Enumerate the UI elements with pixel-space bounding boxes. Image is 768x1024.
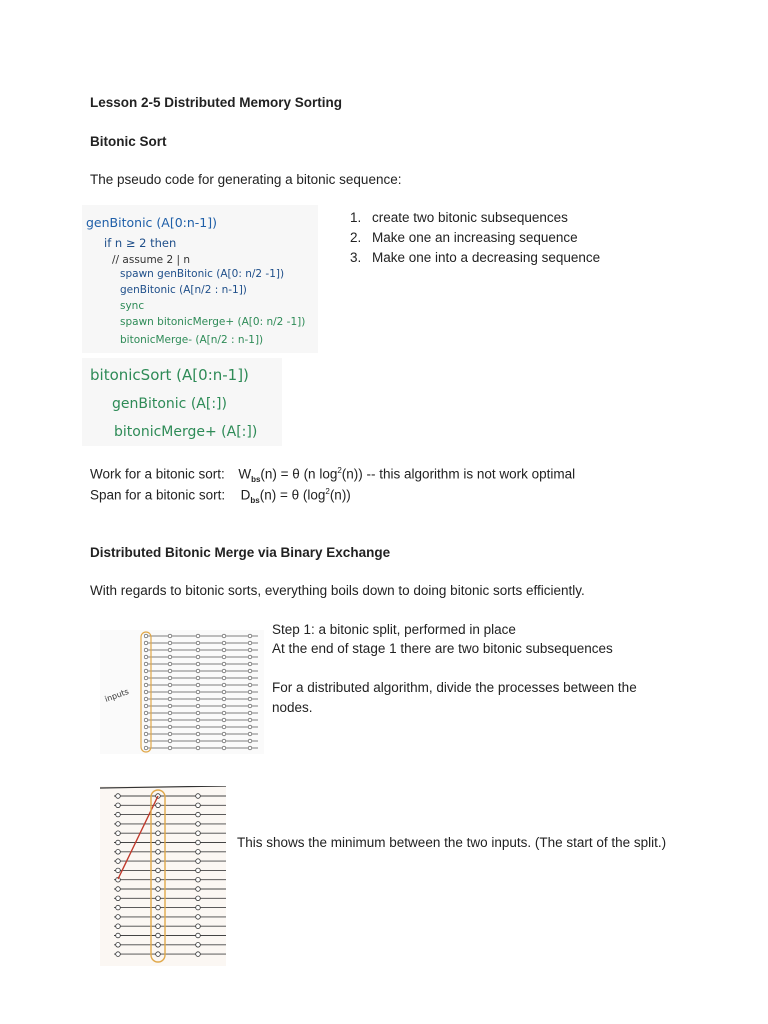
node-circle	[156, 850, 161, 855]
node-circle	[196, 725, 200, 729]
step1-line1: Step 1: a bitonic split, performed in place	[272, 622, 516, 637]
node-circle	[196, 669, 200, 673]
node-circle	[144, 690, 148, 694]
node-circle	[116, 812, 121, 817]
work-subscript: bs	[251, 475, 261, 485]
network-diagram-1	[100, 630, 264, 754]
node-circle	[144, 655, 148, 659]
node-circle	[144, 669, 148, 673]
pseudo-line-6: sync	[120, 300, 145, 312]
node-circle	[168, 669, 172, 673]
node-circle	[116, 803, 121, 808]
node-circle	[144, 711, 148, 715]
span-formula: (n) = θ (log	[259, 487, 326, 503]
bitonic-network-figure-1	[100, 630, 264, 754]
node-circle	[116, 822, 121, 827]
node-circle	[156, 915, 161, 920]
node-circle	[144, 746, 148, 750]
node-circle	[222, 711, 226, 715]
node-circle	[196, 641, 200, 645]
step-number: 1.	[350, 210, 362, 225]
node-circle	[196, 634, 200, 638]
node-circle	[196, 831, 201, 836]
node-circle	[248, 683, 252, 687]
section-title-binary-exchange: Distributed Bitonic Merge via Binary Exchange	[90, 545, 391, 560]
node-circle	[248, 718, 252, 722]
node-circle	[196, 812, 201, 817]
node-circle	[248, 648, 252, 652]
node-circle	[196, 662, 200, 666]
node-circle	[248, 690, 252, 694]
work-note: (n)) -- this algorithm is not work optimal	[341, 466, 576, 482]
node-circle	[222, 655, 226, 659]
node-circle	[196, 690, 200, 694]
node-circle	[156, 933, 161, 938]
node-circle	[196, 683, 200, 687]
node-circle	[144, 662, 148, 666]
node-circle	[196, 859, 201, 864]
node-circle	[196, 896, 201, 901]
node-circle	[196, 822, 201, 827]
node-circle	[196, 868, 201, 873]
sort-line-3: bitonicMerge+ (A[:])	[114, 424, 258, 440]
work-label: Work for a bitonic sort:	[90, 466, 225, 482]
list-item	[350, 248, 600, 268]
node-circle	[116, 794, 121, 799]
node-circle	[168, 662, 172, 666]
node-circle	[222, 648, 226, 652]
node-circle	[144, 648, 148, 652]
node-circle	[196, 933, 201, 938]
work-superscript: 2	[337, 466, 342, 475]
intro-text: The pseudo code for generating a bitonic sequence:	[90, 172, 402, 187]
node-circle	[116, 943, 121, 948]
span-label: Span for a bitonic sort:	[90, 487, 226, 503]
node-circle	[156, 803, 161, 808]
bitonic-sort-svg	[82, 358, 282, 446]
pseudo-line-4: spawn genBitonic (A[0: n/2 -1])	[120, 268, 285, 280]
span-superscript: 2	[325, 487, 330, 496]
step-text: Make one an increasing sequence	[372, 230, 578, 245]
node-circle	[116, 887, 121, 892]
node-circle	[144, 739, 148, 743]
work-symbol: W	[238, 466, 252, 482]
pseudo-line-1: genBitonic (A[0:n-1])	[86, 215, 217, 230]
node-circle	[222, 641, 226, 645]
pseudocode-svg	[82, 205, 318, 353]
span-symbol: D	[240, 487, 251, 503]
step-text: create two bitonic subsequences	[372, 210, 568, 225]
node-circle	[156, 822, 161, 827]
node-circle	[116, 905, 121, 910]
node-circle	[248, 669, 252, 673]
node-circle	[222, 718, 226, 722]
section-title-bitonic-sort: Bitonic Sort	[90, 134, 167, 149]
node-circle	[168, 732, 172, 736]
node-circle	[156, 859, 161, 864]
node-circle	[156, 887, 161, 892]
node-circle	[168, 718, 172, 722]
node-circle	[196, 697, 200, 701]
node-circle	[222, 683, 226, 687]
node-circle	[248, 725, 252, 729]
node-circle	[116, 933, 121, 938]
steps-list	[350, 208, 600, 268]
node-circle	[144, 697, 148, 701]
node-circle	[144, 732, 148, 736]
node-circle	[116, 859, 121, 864]
node-circle	[196, 952, 201, 957]
node-circle	[144, 725, 148, 729]
node-circle	[248, 704, 252, 708]
node-circle	[168, 676, 172, 680]
node-circle	[196, 732, 200, 736]
node-circle	[156, 905, 161, 910]
pseudo-line-5: genBitonic (A[n/2 : n-1])	[120, 284, 247, 296]
work-formula: (n) = θ (n log	[260, 466, 338, 482]
node-circle	[248, 732, 252, 736]
node-circle	[168, 704, 172, 708]
node-circle	[196, 655, 200, 659]
node-circle	[196, 648, 200, 652]
node-circle	[248, 697, 252, 701]
node-circle	[248, 641, 252, 645]
node-circle	[144, 683, 148, 687]
bitonic-network-figure-2	[100, 786, 226, 966]
node-circle	[156, 896, 161, 901]
node-circle	[222, 669, 226, 673]
node-circle	[156, 831, 161, 836]
node-circle	[168, 634, 172, 638]
node-circle	[196, 877, 201, 882]
node-circle	[196, 850, 201, 855]
node-circle	[222, 634, 226, 638]
node-circle	[156, 812, 161, 817]
step1-line3: For a distributed algorithm, divide the processes between the	[272, 680, 637, 695]
node-circle	[168, 711, 172, 715]
step1-line2: At the end of stage 1 there are two bitonic subsequences	[272, 641, 613, 656]
node-circle	[222, 662, 226, 666]
sort-line-1: bitonicSort (A[0:n-1])	[90, 366, 249, 384]
node-circle	[144, 676, 148, 680]
span-end: (n))	[329, 487, 351, 503]
node-circle	[222, 746, 226, 750]
node-circle	[116, 831, 121, 836]
node-circle	[196, 794, 201, 799]
node-circle	[248, 711, 252, 715]
node-circle	[168, 648, 172, 652]
node-circle	[144, 641, 148, 645]
node-circle	[196, 676, 200, 680]
pseudo-line-7: spawn bitonicMerge+ (A[0: n/2 -1])	[120, 316, 306, 328]
node-circle	[168, 746, 172, 750]
node-circle	[196, 739, 200, 743]
node-circle	[248, 655, 252, 659]
list-item	[350, 228, 600, 248]
node-circle	[196, 718, 200, 722]
node-circle	[116, 850, 121, 855]
node-circle	[168, 697, 172, 701]
figure2-caption: This shows the minimum between the two inputs. (The start of the split.)	[237, 835, 667, 850]
section2-intro: With regards to bitonic sorts, everything boils down to doing bitonic sorts efficiently.	[90, 583, 585, 598]
node-circle	[248, 662, 252, 666]
node-circle	[248, 634, 252, 638]
node-circle	[196, 704, 200, 708]
node-circle	[144, 634, 148, 638]
node-circle	[156, 877, 161, 882]
node-circle	[222, 676, 226, 680]
node-circle	[196, 924, 201, 929]
node-circle	[168, 739, 172, 743]
node-circle	[156, 952, 161, 957]
node-circle	[222, 690, 226, 694]
pseudocode-image	[82, 205, 318, 353]
top-line	[100, 786, 226, 788]
node-circle	[168, 655, 172, 659]
sort-line-2: genBitonic (A[:])	[112, 396, 227, 412]
node-circle	[222, 704, 226, 708]
pseudo-line-3: // assume 2 | n	[112, 254, 191, 266]
node-circle	[116, 924, 121, 929]
node-circle	[156, 840, 161, 845]
step-text: Make one into a decreasing sequence	[372, 250, 601, 265]
span-line	[90, 482, 351, 511]
node-circle	[116, 868, 121, 873]
node-circle	[196, 905, 201, 910]
bitonic-sort-pseudocode-image	[82, 358, 282, 446]
lesson-title: Lesson 2-5 Distributed Memory Sorting	[90, 95, 343, 110]
node-circle	[196, 915, 201, 920]
list-item	[350, 208, 600, 228]
node-circle	[144, 718, 148, 722]
node-circle	[196, 840, 201, 845]
node-circle	[144, 704, 148, 708]
step-number: 3.	[350, 250, 362, 265]
node-circle	[116, 915, 121, 920]
node-circle	[168, 683, 172, 687]
node-circle	[248, 676, 252, 680]
node-circle	[222, 739, 226, 743]
step1-line4: nodes.	[272, 700, 313, 715]
red-connection-line	[118, 796, 158, 879]
node-circle	[156, 924, 161, 929]
node-circle	[156, 943, 161, 948]
node-circle	[116, 896, 121, 901]
node-circle	[222, 732, 226, 736]
node-circle	[196, 711, 200, 715]
span-subscript: bs	[250, 496, 260, 506]
step-number: 2.	[350, 230, 362, 245]
node-circle	[248, 739, 252, 743]
node-circle	[196, 943, 201, 948]
node-circle	[168, 725, 172, 729]
node-circle	[168, 690, 172, 694]
node-circle	[168, 641, 172, 645]
node-circle	[222, 725, 226, 729]
node-circle	[156, 868, 161, 873]
node-circle	[248, 746, 252, 750]
node-circle	[196, 746, 200, 750]
pseudo-line-2: if n ≥ 2 then	[104, 236, 177, 250]
node-circle	[116, 840, 121, 845]
node-circle	[116, 952, 121, 957]
node-circle	[196, 887, 201, 892]
network-diagram-2	[100, 786, 226, 966]
inputs-label: inputs	[103, 686, 130, 704]
node-circle	[222, 697, 226, 701]
pseudo-line-8: bitonicMerge- (A[n/2 : n-1])	[120, 334, 264, 346]
node-circle	[196, 803, 201, 808]
